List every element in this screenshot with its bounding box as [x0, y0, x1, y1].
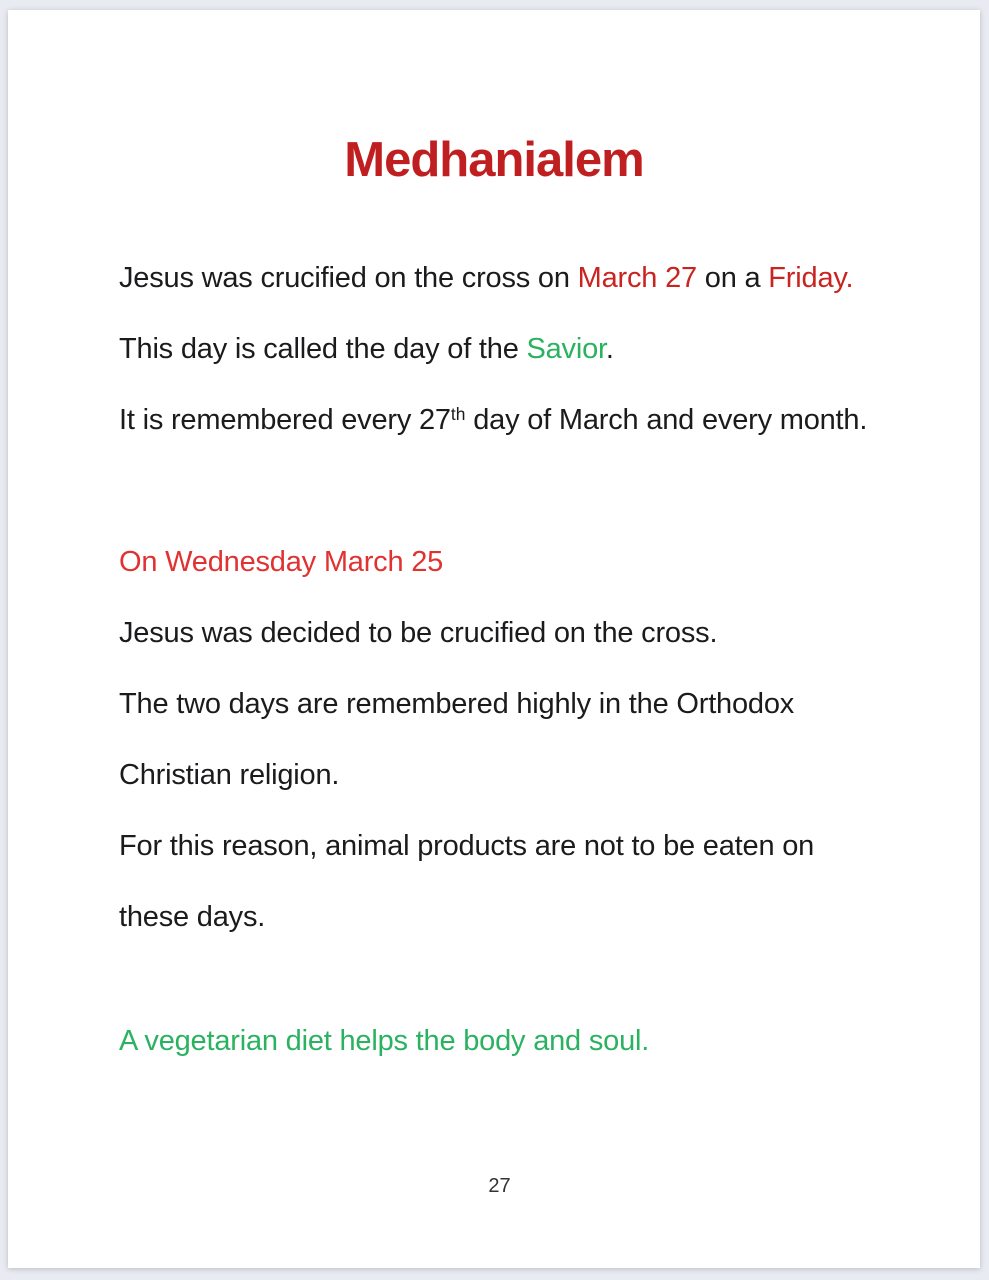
red-heading-segment: On Wednesday March 25 [119, 546, 444, 578]
paragraph-line [119, 882, 920, 953]
document-page [8, 10, 980, 1268]
paragraph-line [119, 598, 920, 669]
empty-line [119, 456, 920, 527]
text-segment: Christian religion. [119, 759, 340, 791]
red-text-segment: Friday. [768, 262, 854, 294]
text-segment: The two days are remembered highly in the Orthodox [119, 688, 795, 720]
document-body [119, 243, 920, 1077]
page-number: 27 [488, 1175, 511, 1197]
paragraph-line [119, 314, 920, 385]
page-title: Medhanialem [344, 133, 644, 187]
text-segment: It is remembered every 27 [119, 404, 451, 436]
text-segment: . [605, 333, 614, 365]
green-text-segment: A vegetarian diet helps the body and soul. [119, 1025, 650, 1057]
text-segment: these days. [119, 901, 266, 933]
text-segment: on a [696, 262, 769, 294]
red-text-segment: March 27 [577, 262, 697, 294]
text-segment: day of March and every month. [465, 404, 868, 436]
paragraph-line [119, 740, 920, 811]
text-segment: For this reason, animal products are not to be eaten on [119, 830, 815, 862]
paragraph-line [119, 243, 920, 314]
green-text-segment: Savior [526, 333, 606, 365]
paragraph-line [119, 811, 920, 882]
text-segment: This day is called the day of the [119, 333, 527, 365]
paragraph-line [119, 669, 920, 740]
text-segment: Jesus was crucified on the cross on [119, 262, 578, 294]
paragraph-line [119, 527, 920, 598]
text-segment: Jesus was decided to be crucified on the cross. [119, 617, 718, 649]
paragraph-line [119, 1006, 920, 1077]
paragraph-line [119, 385, 920, 456]
superscript-ordinal: th [450, 404, 466, 425]
